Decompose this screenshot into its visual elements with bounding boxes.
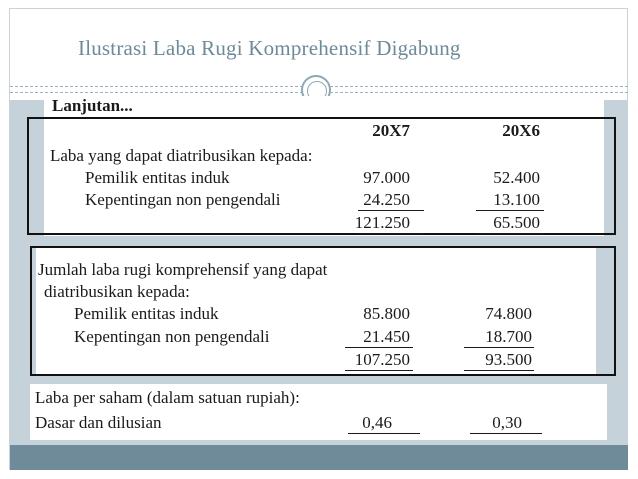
section1-total: 121.250 (354, 213, 410, 232)
subtotal-underline (476, 210, 544, 211)
section1-label: Laba yang dapat diatribusikan kepada: (50, 146, 313, 165)
col-header-20x7: 20X7 (372, 121, 410, 140)
section1-row-value: 97.000 (363, 168, 410, 187)
section1-row-value: 52.400 (493, 168, 540, 187)
footer-band (10, 445, 628, 470)
section2-label-line2: diatribusikan kepada: (44, 282, 190, 301)
section1-row-value: 24.250 (363, 190, 410, 209)
section2-label-line1: Jumlah laba rugi komprehensif yang dapat (38, 260, 328, 279)
section2-row-label: Kepentingan non pengendali (74, 327, 270, 346)
total-underline (476, 233, 544, 234)
section3-label: Laba per saham (dalam satuan rupiah): (35, 388, 300, 407)
section2-row-value: 21.450 (363, 327, 410, 346)
subtotal-underline (464, 347, 534, 348)
col-header-20x6: 20X6 (502, 121, 540, 140)
eps-underline (348, 433, 420, 434)
section3-row-label: Dasar dan dilusian (35, 413, 162, 432)
total-underline (345, 370, 413, 371)
section1-row-value: 13.100 (493, 190, 540, 209)
section2-total: 107.250 (354, 350, 410, 369)
section1-heading: Lanjutan... (52, 96, 133, 115)
section2-row-value: 74.800 (485, 304, 532, 323)
section3-row-value: 0,30 (492, 413, 522, 432)
total-underline (358, 233, 424, 234)
section2-row-value: 85.800 (363, 304, 410, 323)
eps-underline (470, 433, 542, 434)
section2-total: 93.500 (485, 350, 532, 369)
subtotal-underline (345, 347, 413, 348)
section1-total: 65.500 (493, 213, 540, 232)
subtotal-underline (358, 210, 424, 211)
slide-title: Ilustrasi Laba Rugi Komprehensif Digabung (78, 36, 461, 60)
section3-row-value: 0,46 (362, 413, 392, 432)
section2-row-value: 18.700 (485, 327, 532, 346)
section1-row-label: Pemilik entitas induk (85, 168, 230, 187)
total-underline (464, 370, 534, 371)
section1-row-label: Kepentingan non pengendali (85, 190, 281, 209)
section2-row-label: Pemilik entitas induk (74, 304, 219, 323)
